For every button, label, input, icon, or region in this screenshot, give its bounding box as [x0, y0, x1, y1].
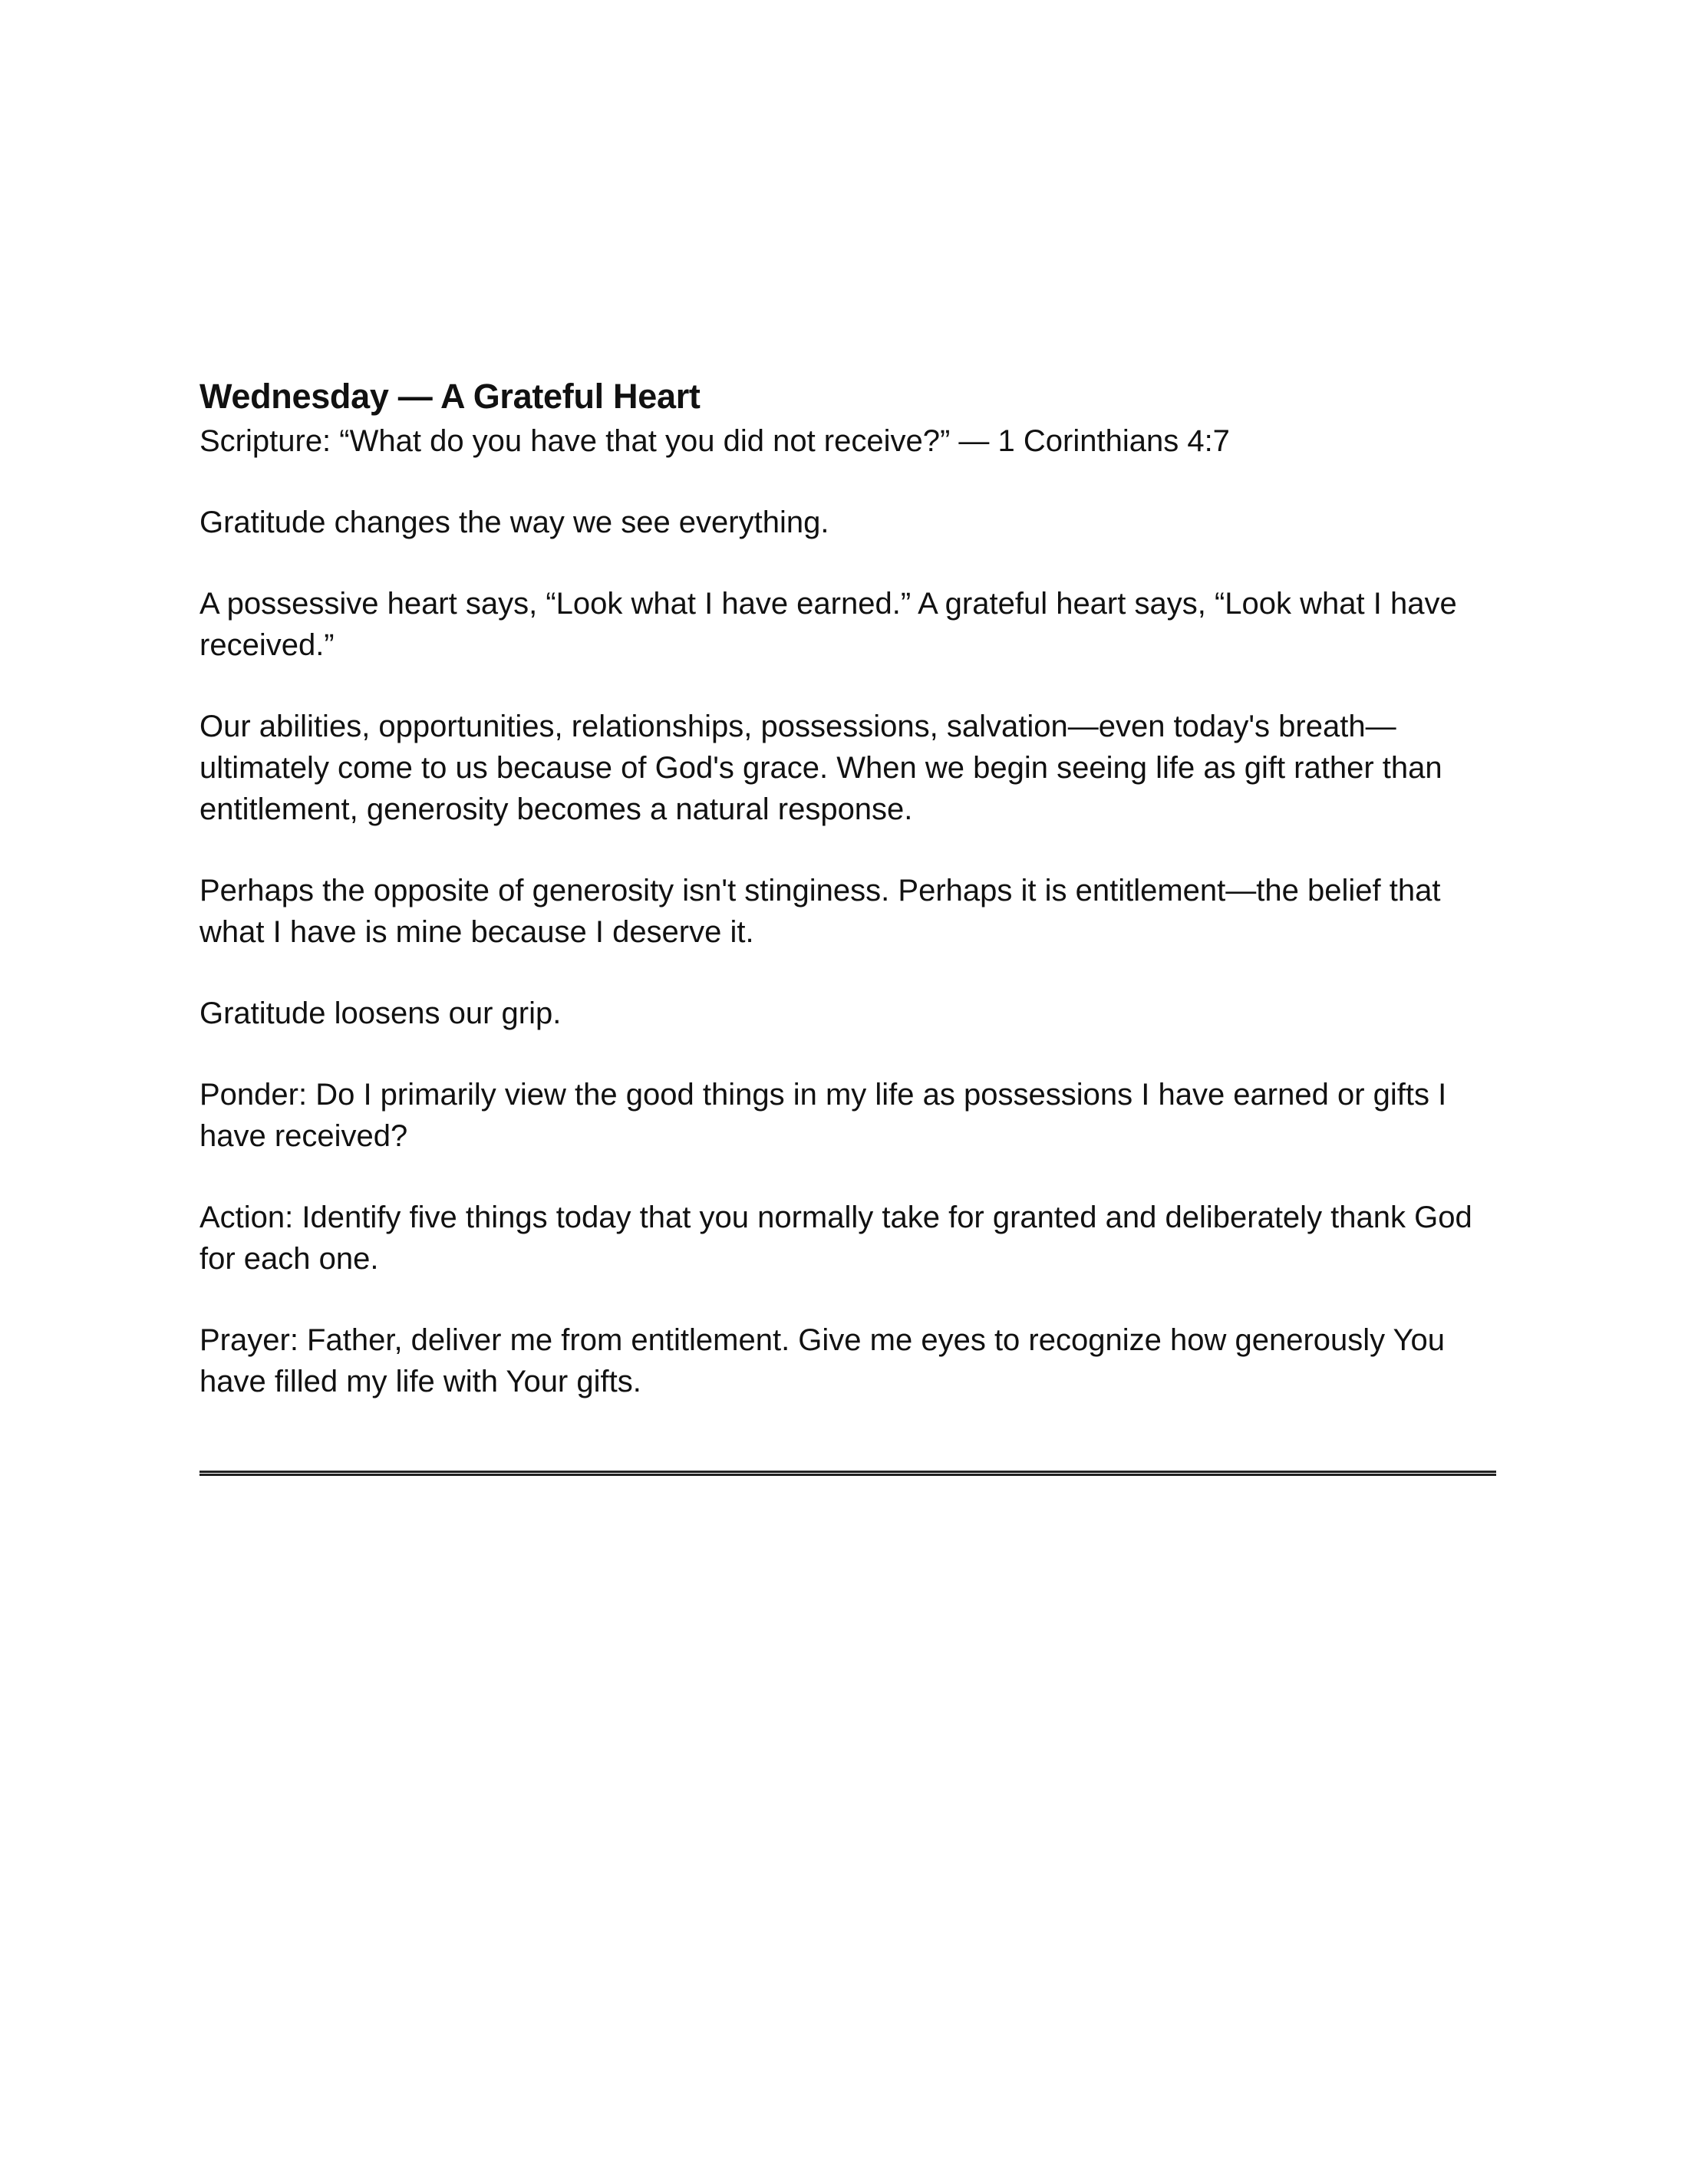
devotional-page — [199, 373, 1496, 1402]
paragraph-gratitude-changes: Gratitude changes the way we see everything. — [199, 506, 829, 539]
paragraph-gods-grace: Our abilities, opportunities, relationships, possessions, salvation—even today's breath—ultimately come to us because of God's grace. When we begin seeing life as gift rather than entitlement, generosity becomes a natural response. — [199, 710, 1442, 826]
section-divider — [199, 1471, 1496, 1476]
action-step: Action: Identify five things today that you normally take for granted and deliberately thank God for each one. — [199, 1201, 1472, 1276]
paragraph-possessive-heart: A possessive heart says, “Look what I have earned.” A grateful heart says, “Look what I have received.” — [199, 587, 1457, 662]
paragraph-entitlement: Perhaps the opposite of generosity isn't stinginess. Perhaps it is entitlement—the belief that what I have is mine because I deserve it. — [199, 874, 1441, 949]
prayer-text: Prayer: Father, deliver me from entitlement. Give me eyes to recognize how generously You have filled my life with Your gifts. — [199, 1323, 1446, 1398]
scripture-reference: Scripture: “What do you have that you did not receive?” — 1 Corinthians 4:7 — [199, 424, 1230, 458]
devotional-title: Wednesday — A Grateful Heart — [199, 377, 701, 416]
paragraph-loosens-grip: Gratitude loosens our grip. — [199, 996, 562, 1030]
ponder-question: Ponder: Do I primarily view the good things in my life as possessions I have earned or gifts I have received? — [199, 1078, 1447, 1153]
